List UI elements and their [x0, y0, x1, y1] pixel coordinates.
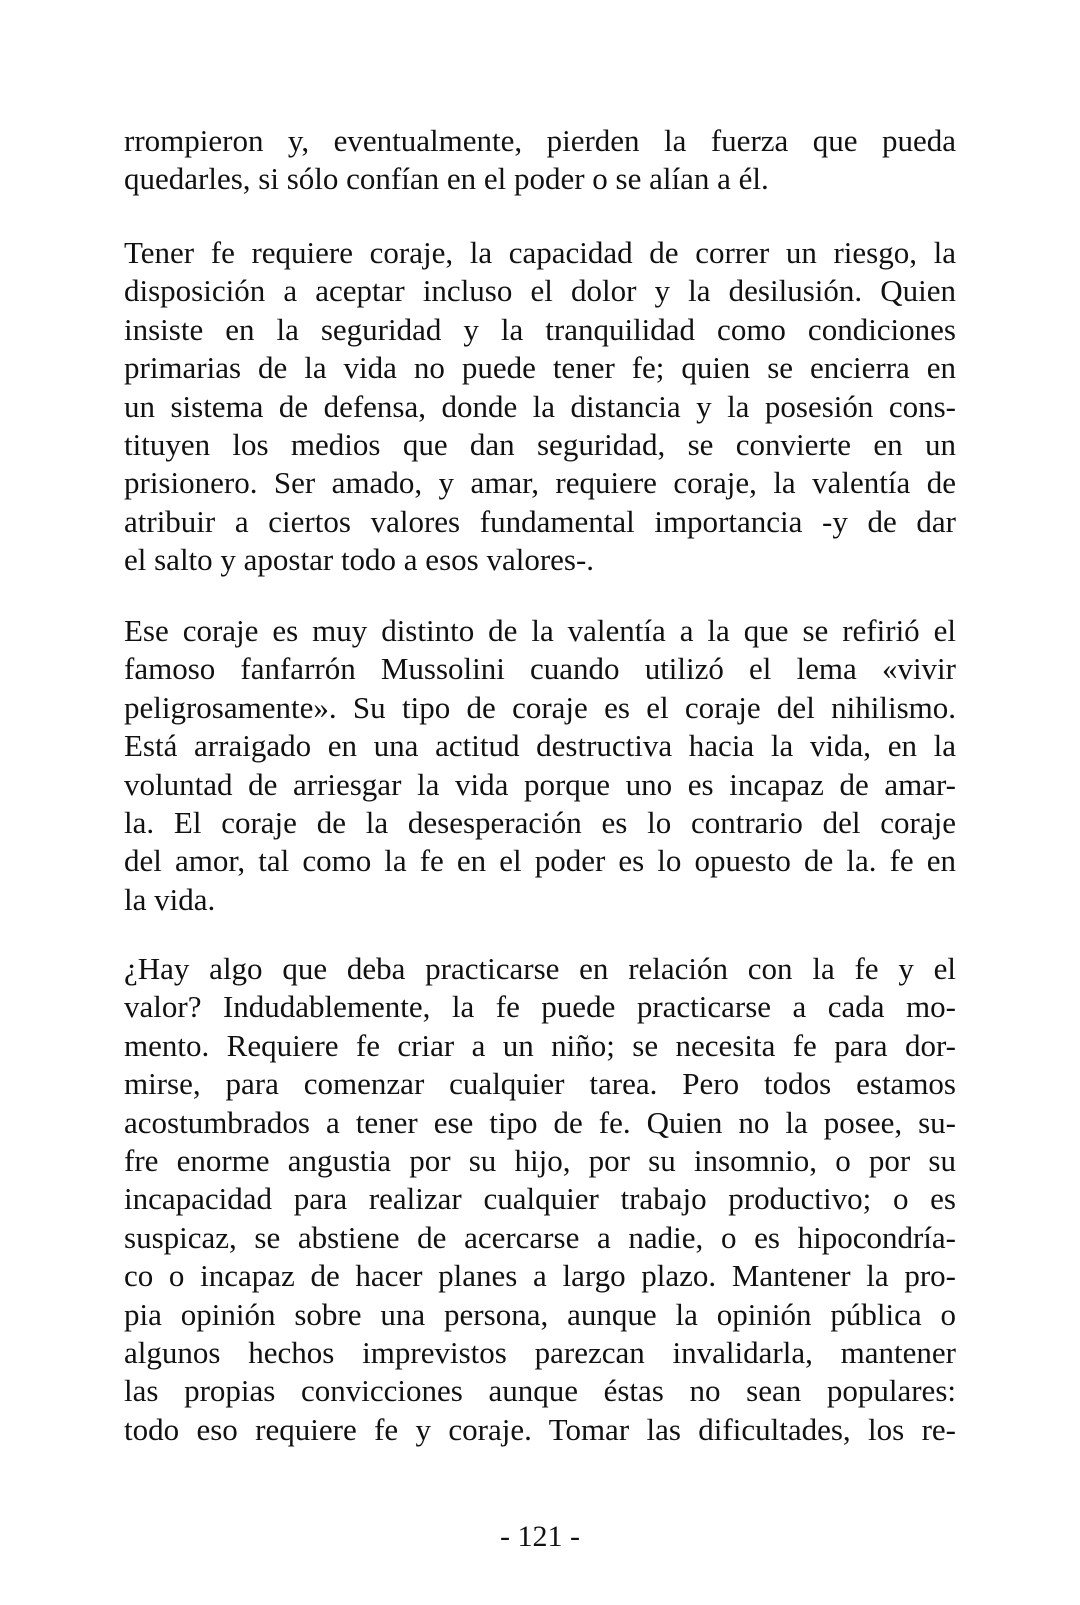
text-line: primarias de la vida no puede tener fe; quien se encierra en [124, 350, 956, 386]
text-line: pia opinión sobre una persona, aunque la opinión pública o [124, 1296, 956, 1332]
paragraph-4 [124, 950, 956, 1449]
text-line: algunos hechos imprevistos parezcan invalidarla, mantener [124, 1334, 956, 1370]
text-line: un sistema de defensa, donde la distancia y la posesión cons- [124, 388, 956, 424]
page-number: - 121 - [500, 1520, 580, 1553]
paragraph-3 [124, 612, 956, 919]
text-line: incapacidad para realizar cualquier trabajo productivo; o es [124, 1181, 956, 1217]
text-line: quedarles, si sólo confían en el poder o se alían a él. [124, 161, 769, 197]
text-line: suspicaz, se abstiene de acercarse a nadie, o es hipocondría- [124, 1219, 956, 1255]
text-line: Ese coraje es muy distinto de la valentía a la que se refirió el [124, 613, 956, 648]
text-line: rrompieron y, eventualmente, pierden la fuerza que pueda [124, 123, 956, 158]
text-line: valor? Indudablemente, la fe puede practicarse a cada mo- [124, 989, 956, 1025]
text-line: mento. Requiere fe criar a un niño; se necesita fe para dor- [124, 1027, 956, 1063]
text-line: la. El coraje de la desesperación es lo contrario del coraje [124, 804, 956, 840]
text-line: voluntad de arriesgar la vida porque uno es incapaz de amar- [124, 766, 956, 802]
text-line: famoso fanfarrón Mussolini cuando utilizó el lema «vivir [124, 651, 956, 687]
text-line: co o incapaz de hacer planes a largo plazo. Mantener la pro- [124, 1258, 956, 1294]
text-line: mirse, para comenzar cualquier tarea. Pero todos estamos [124, 1066, 956, 1102]
text-line: disposición a aceptar incluso el dolor y la desilusión. Quien [124, 273, 956, 309]
text-line: tituyen los medios que dan seguridad, se convierte en un [124, 426, 956, 462]
paragraph-2 [124, 234, 956, 580]
paragraph-1 [124, 122, 956, 199]
text-line: peligrosamente». Su tipo de coraje es el coraje del nihilismo. [124, 689, 956, 725]
text-line: todo eso requiere fe y coraje. Tomar las dificultades, los re- [124, 1411, 956, 1447]
text-line: las propias convicciones aunque éstas no sean populares: [124, 1373, 956, 1409]
text-line: atribuir a ciertos valores fundamental importancia -y de dar [124, 503, 956, 539]
text-line: el salto y apostar todo a esos valores-. [124, 542, 595, 578]
text-line: Está arraigado en una actitud destructiva hacia la vida, en la [124, 728, 956, 764]
text-line: la vida. [124, 881, 216, 917]
text-line: del amor, tal como la fe en el poder es lo opuesto de la. fe en [124, 843, 956, 879]
text-line: fre enorme angustia por su hijo, por su insomnio, o por su [124, 1142, 956, 1178]
text-line: Tener fe requiere coraje, la capacidad de correr un riesgo, la [124, 235, 956, 270]
text-line: prisionero. Ser amado, y amar, requiere coraje, la valentía de [124, 465, 956, 501]
text-line: ¿Hay algo que deba practicarse en relación con la fe y el [124, 951, 956, 986]
text-line: acostumbrados a tener ese tipo de fe. Quien no la posee, su- [124, 1104, 956, 1140]
text-line: insiste en la seguridad y la tranquilidad como condiciones [124, 311, 956, 347]
